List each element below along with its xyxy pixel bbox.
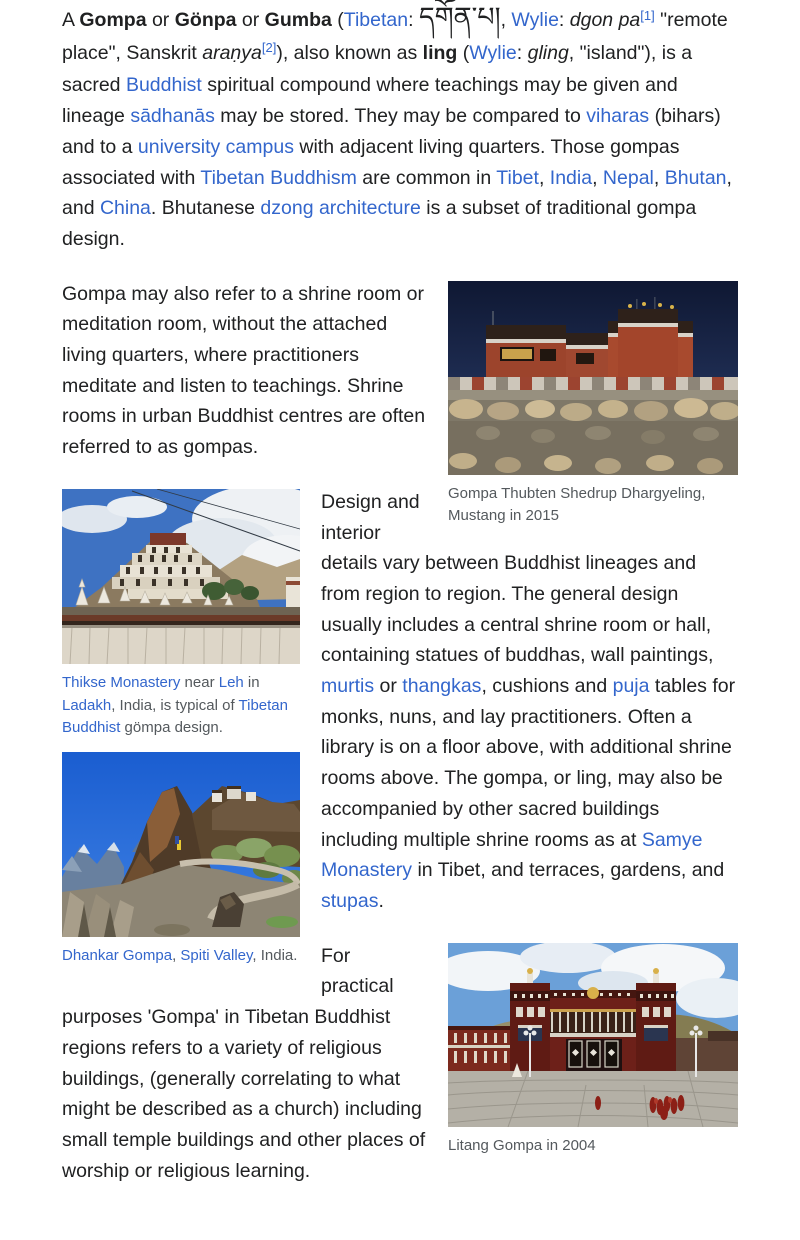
link-thikse-monastery[interactable]: Thikse Monastery: [62, 673, 181, 691]
text-segment: ,: [592, 166, 603, 189]
text-segment: (bihars) and to a: [62, 105, 721, 158]
dhankar-gompa-photo[interactable]: [62, 752, 300, 937]
link-murtis[interactable]: murtis: [321, 675, 375, 698]
text-segment: "remote place", Sanskrit: [62, 9, 728, 64]
thikse-monastery-photo[interactable]: [62, 489, 300, 664]
text-segment: Gompa may also refer to a shrine room or meditation room, without the attached living quarters, where practitioners meditate and listen to teachings. Shrine rooms in urban Buddhist centres are often referred to as gompas.: [62, 282, 426, 459]
link-nepal[interactable]: Nepal: [602, 166, 654, 189]
text-segment: (: [331, 9, 344, 31]
link-bhutan[interactable]: Bhutan: [664, 166, 727, 189]
text-segment: spiritual compound where teachings may be given and lineage: [62, 74, 678, 128]
text-segment: Gompa: [79, 9, 147, 31]
text-segment: Design and interior details vary between Buddhist lineages and from region to region. The general design usually includes a central shrine room or hall, containing statues of buddhas, wall paintings,: [321, 490, 714, 667]
link-wylie[interactable]: Wylie: [469, 41, 517, 64]
link-stupas[interactable]: stupas: [321, 889, 379, 912]
text-segment: ,: [500, 9, 512, 31]
link-tibet[interactable]: Tibet: [496, 166, 539, 189]
tibetan-script: དགོན་པ།: [418, 2, 501, 32]
text-segment: .: [378, 889, 384, 912]
text-segment: may be stored. They may be compared to: [214, 105, 587, 128]
text-segment: ), also known as: [276, 41, 423, 64]
link-leh[interactable]: Leh: [218, 673, 244, 691]
figure-mustang-gompa: [448, 281, 738, 528]
text-segment: :: [408, 9, 419, 31]
reference-1[interactable]: [1]: [640, 7, 655, 23]
text-segment: :: [558, 9, 570, 31]
text-segment: is a subset of traditional gompa design.: [62, 197, 697, 250]
text-segment: or: [236, 9, 265, 31]
text-segment: For practical purposes 'Gompa' in Tibetan Buddhist regions refers to a variety of religious buildings, (generally correlating to what might be described as a church) including small temple buildings and other places of worship or religious learning.: [62, 944, 426, 1182]
text-segment: near: [180, 673, 219, 691]
text-segment: :: [516, 41, 528, 64]
mustang-gompa-caption: [448, 483, 738, 528]
link-thangkas[interactable]: thangkas: [402, 675, 482, 698]
mustang-gompa-photo[interactable]: [448, 281, 738, 475]
link-wylie[interactable]: Wylie: [511, 9, 559, 31]
text-segment: . Bhutanese: [150, 197, 261, 220]
text-segment: ,: [653, 166, 665, 189]
litang-gompa-caption: [448, 1135, 738, 1158]
text-segment: , and: [62, 166, 732, 220]
text-segment: gömpa design.: [120, 719, 223, 737]
text-segment: or: [374, 675, 403, 698]
paragraph-intro: [62, 2, 738, 255]
text-segment: , "island"), is a sacred: [62, 41, 693, 97]
link-s-dhan-s[interactable]: sādhanās: [130, 105, 215, 128]
link-viharas[interactable]: viharas: [586, 105, 650, 128]
link-tibetan-buddhism[interactable]: Tibetan Buddhism: [200, 166, 357, 189]
text-segment: Gönpa: [174, 9, 237, 31]
link-dzong-architecture[interactable]: dzong architecture: [260, 197, 421, 220]
figure-dhankar-gompa: [62, 752, 300, 968]
text-segment: (: [457, 41, 470, 64]
link-samye-monastery[interactable]: Samye Monastery: [321, 828, 703, 882]
text-segment: ,: [538, 166, 550, 189]
link-buddhist[interactable]: Buddhist: [125, 74, 202, 97]
text-segment: are common in: [356, 166, 497, 189]
link-ladakh[interactable]: Ladakh: [62, 696, 112, 714]
thikse-monastery-caption: [62, 672, 300, 740]
figure-litang-gompa: [448, 943, 738, 1158]
text-segment: , cushions and: [481, 675, 613, 698]
text-segment: in: [243, 673, 260, 691]
text-segment: dgon pa: [569, 9, 641, 31]
text-segment: with adjacent living quarters. Those gompas associated with: [62, 135, 680, 189]
text-segment: Gompa Thubten Shedrup Dhargyeling, Mustang in 2015: [448, 484, 706, 525]
text-segment: , India, is typical of: [111, 696, 239, 714]
link-tibetan-buddhist[interactable]: Tibetan Buddhist: [62, 696, 288, 737]
link-india[interactable]: India: [549, 166, 593, 189]
text-segment: Litang Gompa in 2004: [448, 1136, 596, 1154]
text-segment: , India.: [252, 946, 298, 964]
text-segment: gling: [527, 41, 569, 64]
link-university-campus[interactable]: university campus: [137, 135, 294, 158]
link-spiti-valley[interactable]: Spiti Valley: [180, 946, 253, 964]
text-segment: ,: [172, 946, 181, 964]
link-tibetan[interactable]: Tibetan: [343, 9, 409, 31]
reference-2[interactable]: [2]: [261, 40, 277, 56]
link-dhankar-gompa[interactable]: Dhankar Gompa: [62, 946, 173, 964]
link-puja[interactable]: puja: [612, 675, 650, 698]
link-china[interactable]: China: [99, 197, 151, 220]
text-segment: or: [146, 9, 175, 31]
figure-thikse-monastery: [62, 489, 300, 740]
text-segment: in Tibet, and terraces, gardens, and: [412, 859, 725, 882]
text-segment: ling: [422, 41, 458, 64]
text-segment: tables for monks, nuns, and lay practitioners. Often a library is on a floor above, with additional shrine rooms above. The gompa, or ling, may also be accompanied by other sacred buildings including multiple shrine rooms as at: [321, 675, 736, 851]
text-segment: A: [62, 9, 80, 31]
text-segment: Gumba: [264, 9, 332, 31]
text-segment: araṇya: [202, 41, 262, 64]
litang-gompa-photo[interactable]: [448, 943, 738, 1127]
dhankar-gompa-caption: [62, 945, 300, 968]
